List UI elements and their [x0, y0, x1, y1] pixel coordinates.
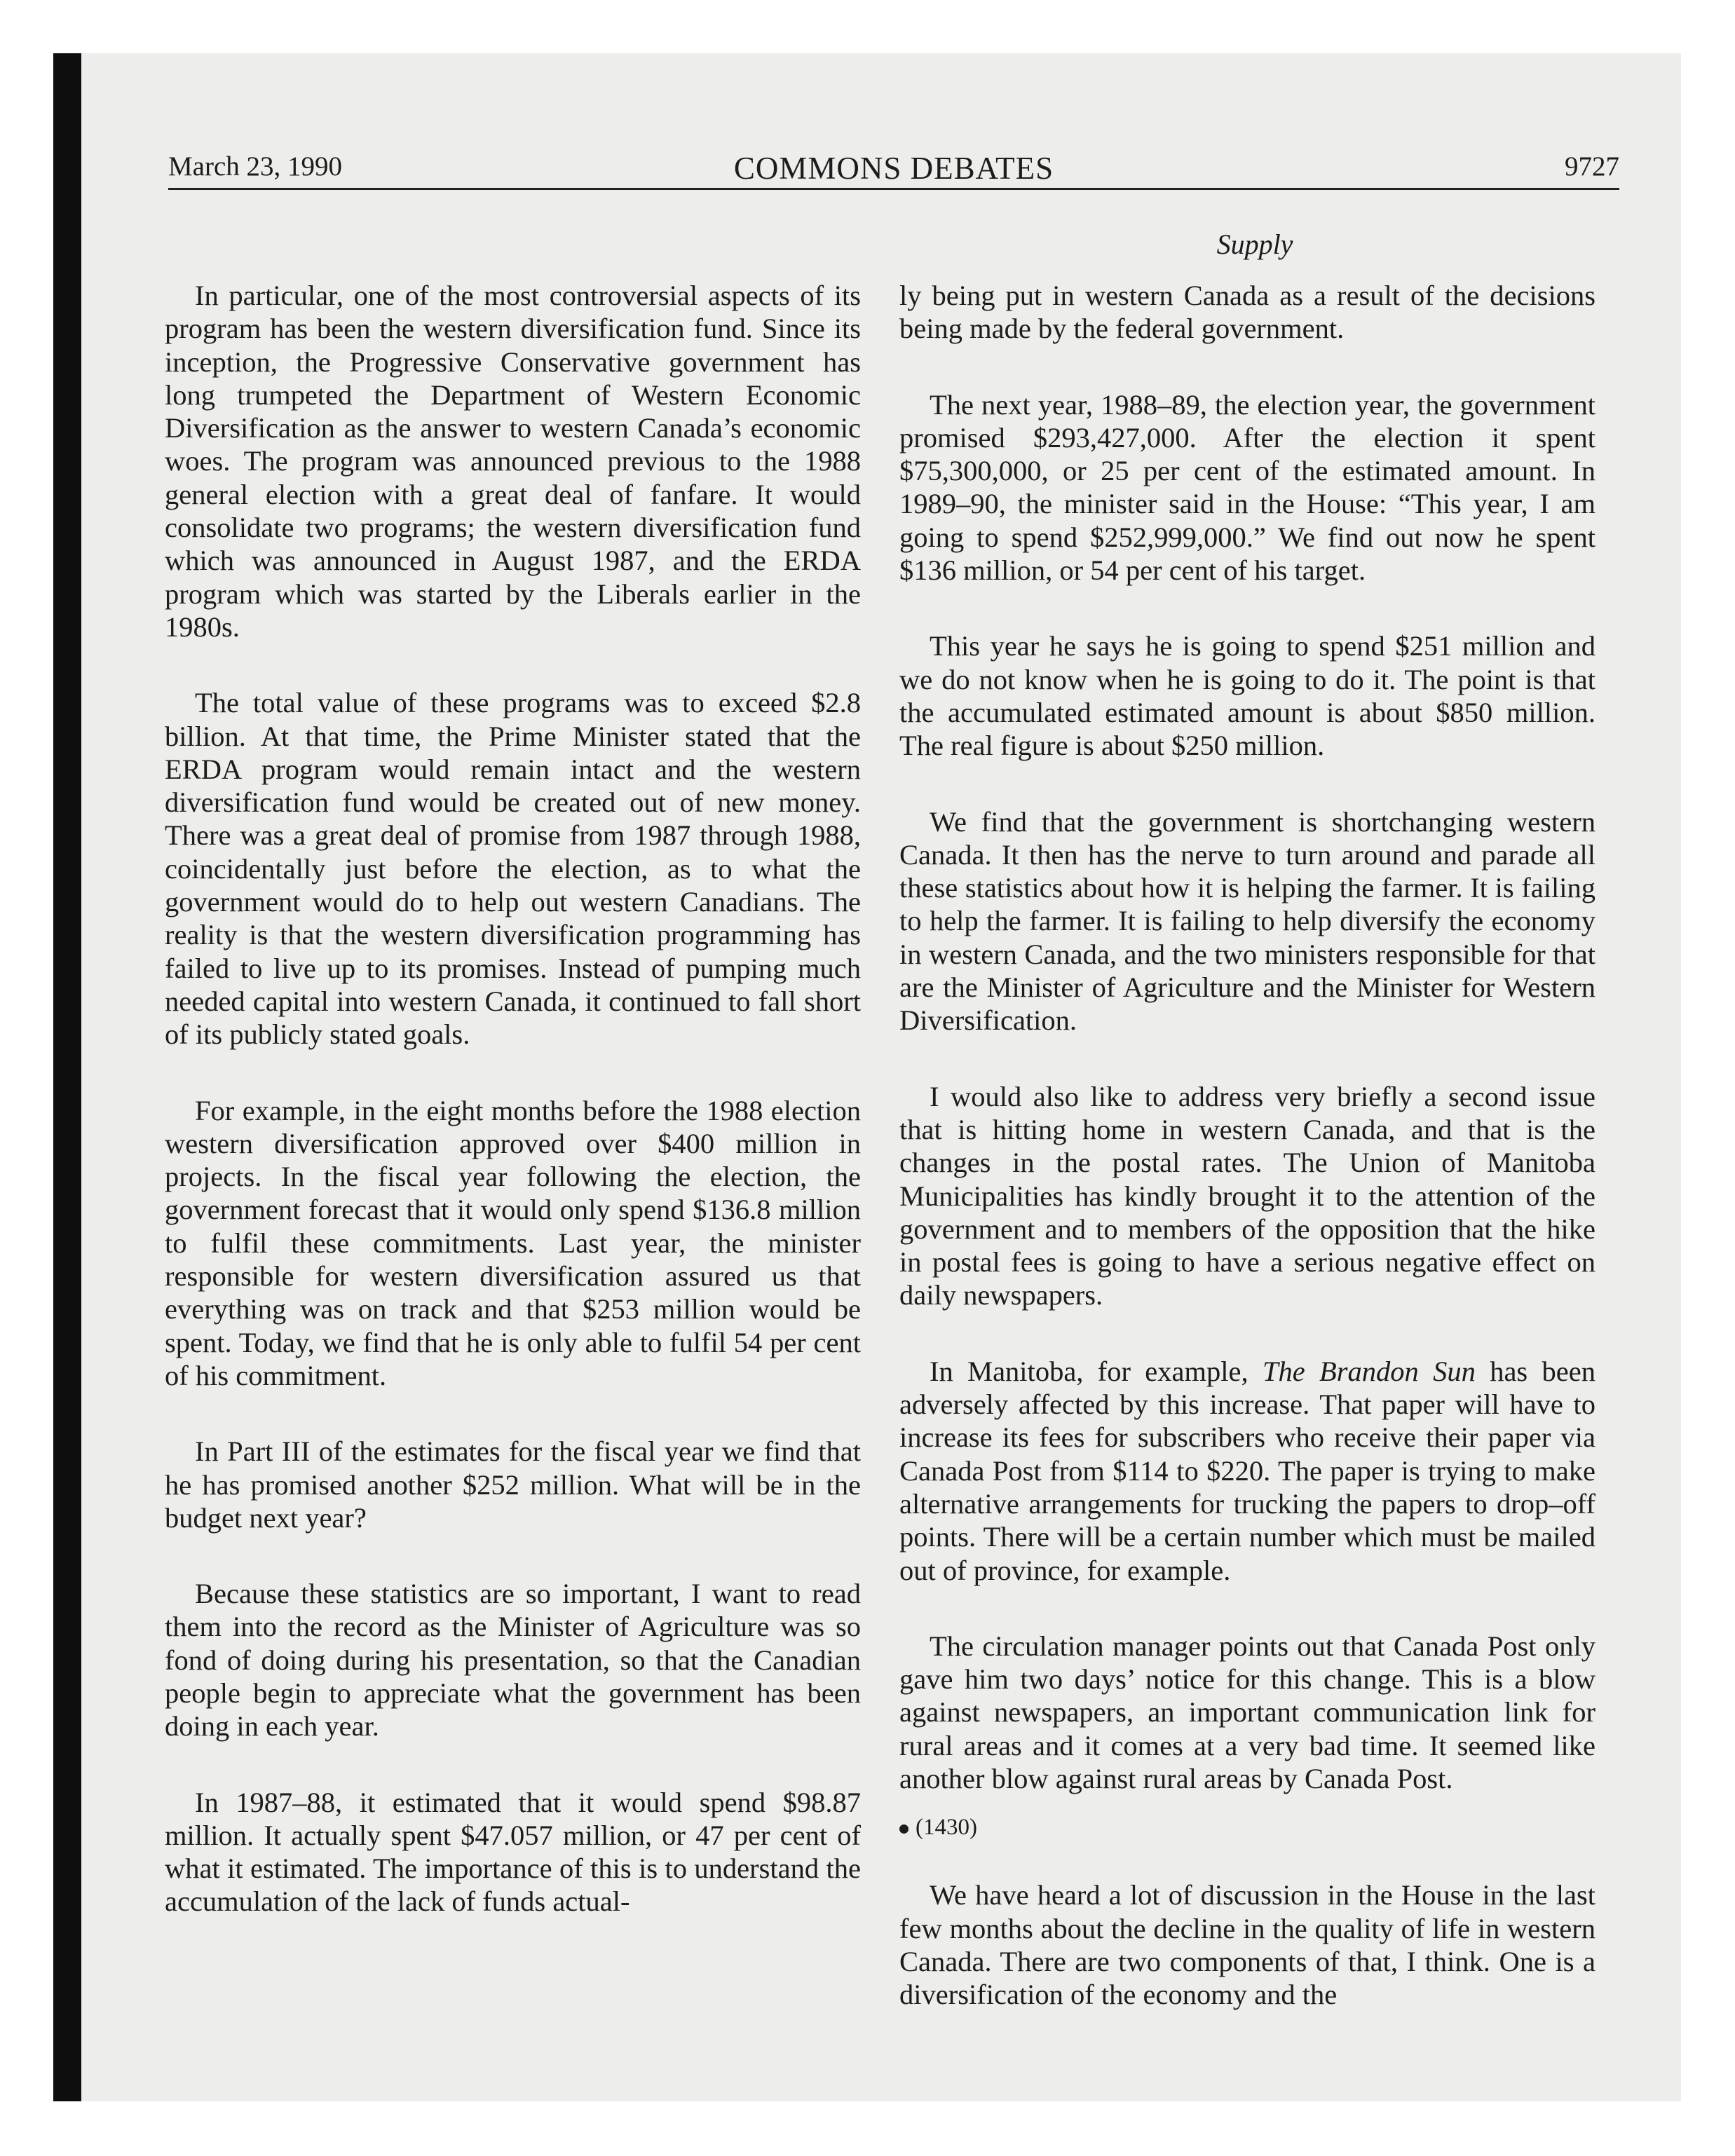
page-header — [168, 144, 1619, 190]
paragraph: The next year, 1988–89, the election year, the government promised $293,427,000. After the election it spent $75,300,000, or 25 per cent of the estimated amount. In 1989–90, the minister said in the House: “This year, I am going to spend $252,999,000.” We find out now he spent $136 million, or 54 per cent of his target. — [899, 388, 1595, 587]
left-column — [165, 279, 861, 1918]
header-date: March 23, 1990 — [168, 151, 343, 182]
paragraph-text: has been adversely affected by this increase. That paper will have to increase its fees for subscribers who receive their paper via Canada Post from $114 to $220. The paper is trying to make alternative arrangements for trucking the papers to drop–off points. There will be a certain number which must be mailed out of province, for example. — [899, 1355, 1595, 1586]
paragraph: For example, in the eight months before the 1988 election western diversification approved over $400 million in projects. In the fiscal year following the election, the government forecast that it would only spend $136.8 million to fulfil these commitments. Last year, the minister responsible for western diversification assured us that everything was on track and that $253 million would be spent. Today, we find that he is only able to fulfil 54 per cent of his commitment. — [165, 1094, 861, 1391]
paragraph: This year he says he is going to spend $251 million and we do not know when he is going to do it. The point is that the accumulated estimated amount is about $850 million. The real figure is about $250 million. — [899, 630, 1595, 762]
paragraph: Because these statistics are so important, I want to read them into the record as the Minister of Agriculture was so fond of doing during his presentation, so that the Canadian people begin to appreciate what the government has been doing in each year. — [165, 1578, 861, 1742]
paragraph: In particular, one of the most controversial aspects of its program has been the western diversification fund. Since its inception, the Progressive Conservative government has long trumpeted the Department of Western Economic Diversification as the answer to western Canada’s economic woes. The program was announced previous to the 1988 general election with a great deal of fanfare. It would consolidate two programs; the western diversification fund which was announced in August 1987, and the ERDA program which was started by the Liberals earlier in the 1980s. — [165, 280, 861, 643]
header-publication: COMMONS DEBATES — [733, 151, 1054, 186]
newspaper-title: The Brandon Sun — [1262, 1355, 1476, 1387]
time-marker — [899, 1813, 1595, 1841]
section-title: Supply — [1216, 228, 1293, 260]
time-marker-text: (1430) — [916, 1815, 977, 1841]
paragraph: The circulation manager points out that Canada Post only gave him two days’ notice for this change. This is a blow against newspapers, an important communication link for rural areas and it comes at a very bad time. It seemed like another blow against rural areas by Canada Post. — [899, 1630, 1595, 1794]
paragraph: We have heard a lot of discussion in the House in the last few months about the decline in the quality of life in western Canada. There are two components of that, I think. One is a diversification of the economy and the — [899, 1879, 1595, 2011]
paragraph-text: In Manitoba, for example, — [930, 1355, 1263, 1387]
paragraph: In Part III of the estimates for the fiscal year we find that he has promised another $252 million. What will be in the budget next year? — [165, 1435, 861, 1534]
paragraph: We find that the government is shortchanging western Canada. It then has the nerve to turn around and parade all these statistics about how it is helping the farmer. It is failing to help the farmer. It is failing to help diversify the economy in western Canada, and the two ministers responsible for that are the Minister of Agriculture and the Minister for Western Diversification. — [899, 805, 1595, 1037]
binding-edge — [53, 53, 81, 2101]
paragraph-continuation: ly being put in western Canada as a result of the decisions being made by the federal government. — [899, 280, 1595, 345]
paragraph-brandon-sun — [899, 1355, 1595, 1587]
paragraph: The total value of these programs was to exceed $2.8 billion. At that time, the Prime Minister stated that the ERDA program would remain intact and the western diversification fund would be created out of new money. There was a great deal of promise from 1987 through 1988, coincidentally just before the election, as to what the government would do to help out western Canadians. The reality is that the western diversification programming has failed to live up to its promises. Instead of pumping much needed capital into western Canada, it continued to fall short of its publicly stated goals. — [165, 687, 861, 1051]
right-column — [899, 279, 1595, 2011]
paragraph: I would also like to address very briefly a second issue that is hitting home in western Canada, and that is the changes in the postal rates. The Union of Manitoba Municipalities has kindly brought it to the attention of the government and to members of the opposition that the hike in postal fees is going to have a serious negative effect on daily newspapers. — [899, 1080, 1595, 1311]
bullet-icon — [899, 1824, 909, 1834]
header-page-number: 9727 — [1565, 151, 1619, 182]
paragraph: In 1987–88, it estimated that it would spend $98.87 million. It actually spent $47.057 million, or 47 per cent of what it estimated. The importance of this is to understand the accumulation of the lack of funds actual- — [165, 1786, 861, 1918]
